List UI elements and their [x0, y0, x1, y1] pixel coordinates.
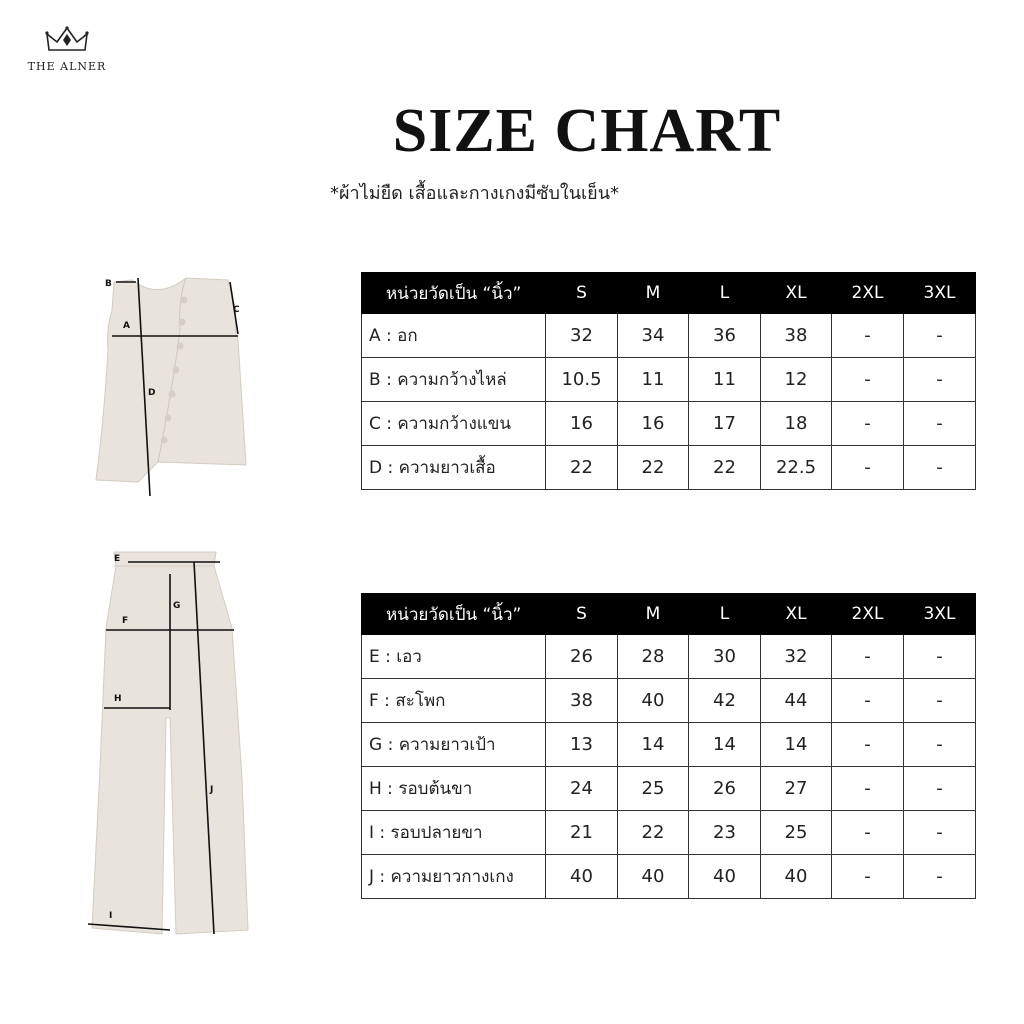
table-cell: 40 [761, 855, 832, 899]
table-cell: 14 [689, 723, 761, 767]
marker-j: J [210, 785, 214, 795]
page-title: SIZE CHART [392, 97, 782, 165]
table-cell: 32 [546, 314, 618, 358]
crown-icon [45, 26, 89, 54]
marker-c: C [233, 305, 240, 315]
marker-e: E [114, 554, 121, 564]
measurement-label: E : เอว [362, 635, 546, 679]
table-cell: 26 [546, 635, 618, 679]
table-cell: - [832, 723, 904, 767]
size-header: XL [761, 273, 832, 314]
table-cell: 34 [618, 314, 689, 358]
table-row [362, 767, 976, 811]
measurement-label: H : รอบต้นขา [362, 767, 546, 811]
pants-illustration [86, 548, 256, 940]
table-row [362, 723, 976, 767]
table-header-row [362, 273, 976, 314]
table-cell: 13 [546, 723, 618, 767]
table-cell: - [832, 811, 904, 855]
table-cell: 23 [689, 811, 761, 855]
measurement-label: C : ความกว้างแขน [362, 402, 546, 446]
table-row [362, 402, 976, 446]
brand-name: THE ALNER [27, 60, 107, 73]
table-cell: 18 [761, 402, 832, 446]
table-cell: 42 [689, 679, 761, 723]
table-cell: 11 [689, 358, 761, 402]
table-cell: - [904, 402, 976, 446]
table-cell: 14 [761, 723, 832, 767]
table-cell: - [832, 767, 904, 811]
table-cell: - [904, 723, 976, 767]
measurement-label: F : สะโพก [362, 679, 546, 723]
marker-g: G [173, 601, 181, 611]
size-header: S [546, 273, 618, 314]
table-cell: 22 [546, 446, 618, 490]
table-cell: 16 [546, 402, 618, 446]
table-cell: 32 [761, 635, 832, 679]
size-header: L [689, 594, 761, 635]
table-cell: 30 [689, 635, 761, 679]
table-cell: - [904, 811, 976, 855]
table-cell: 40 [546, 855, 618, 899]
marker-h: H [114, 694, 122, 704]
table-cell: 28 [618, 635, 689, 679]
measurement-label: A : อก [362, 314, 546, 358]
table-row [362, 314, 976, 358]
measurement-label: B : ความกว้างไหล่ [362, 358, 546, 402]
size-header: 3XL [904, 594, 976, 635]
table-row [362, 811, 976, 855]
table-cell: 44 [761, 679, 832, 723]
sleeveless-top-shape [96, 278, 246, 482]
table-cell: 26 [689, 767, 761, 811]
table-row [362, 635, 976, 679]
table-cell: 12 [761, 358, 832, 402]
unit-label: หน่วยวัดเป็น “นิ้ว” [362, 594, 546, 635]
table-cell: 10.5 [546, 358, 618, 402]
size-header: 2XL [832, 594, 904, 635]
table-row [362, 855, 976, 899]
table-cell: 38 [761, 314, 832, 358]
table-cell: 22 [689, 446, 761, 490]
marker-f: F [122, 616, 129, 626]
top-garment-illustration [88, 270, 258, 510]
table-cell: - [832, 314, 904, 358]
table-cell: 38 [546, 679, 618, 723]
marker-i: I [109, 911, 113, 921]
unit-label: หน่วยวัดเป็น “นิ้ว” [362, 273, 546, 314]
table-cell: - [904, 446, 976, 490]
table-cell: - [904, 679, 976, 723]
table-cell: 14 [618, 723, 689, 767]
pants-size-table [361, 593, 976, 899]
table-cell: 24 [546, 767, 618, 811]
table-cell: 27 [761, 767, 832, 811]
table-cell: 22 [618, 446, 689, 490]
marker-d: D [148, 388, 156, 398]
table-cell: 22 [618, 811, 689, 855]
size-header: M [618, 594, 689, 635]
table-cell: - [832, 679, 904, 723]
table-cell: 16 [618, 402, 689, 446]
table-cell: - [832, 358, 904, 402]
table-cell: - [904, 358, 976, 402]
measurement-label: D : ความยาวเสื้อ [362, 446, 546, 490]
table-cell: 21 [546, 811, 618, 855]
table-cell: 22.5 [761, 446, 832, 490]
measurement-label: J : ความยาวกางเกง [362, 855, 546, 899]
size-header: XL [761, 594, 832, 635]
table-cell: 11 [618, 358, 689, 402]
table-cell: 40 [618, 855, 689, 899]
table-cell: 40 [689, 855, 761, 899]
size-header: 2XL [832, 273, 904, 314]
size-header: M [618, 273, 689, 314]
table-cell: - [832, 402, 904, 446]
table-cell: 17 [689, 402, 761, 446]
measurement-label: I : รอบปลายขา [362, 811, 546, 855]
table-cell: - [832, 635, 904, 679]
table-cell: - [904, 855, 976, 899]
table-cell: - [904, 635, 976, 679]
table-row [362, 679, 976, 723]
top-size-table [361, 272, 976, 490]
measurement-label: G : ความยาวเป้า [362, 723, 546, 767]
table-cell: 25 [761, 811, 832, 855]
marker-b: B [105, 279, 112, 289]
size-header: 3XL [904, 273, 976, 314]
marker-a: A [123, 321, 130, 331]
table-cell: - [904, 314, 976, 358]
table-cell: 36 [689, 314, 761, 358]
table-cell: - [832, 446, 904, 490]
table-cell: - [904, 767, 976, 811]
table-header-row [362, 594, 976, 635]
table-row [362, 358, 976, 402]
size-header: L [689, 273, 761, 314]
table-cell: 40 [618, 679, 689, 723]
table-row [362, 446, 976, 490]
brand-logo [22, 26, 112, 73]
table-cell: - [832, 855, 904, 899]
fabric-note: *ผ้าไม่ยืด เสื้อและกางเกงมีซับในเย็น* [330, 183, 620, 204]
table-cell: 25 [618, 767, 689, 811]
size-header: S [546, 594, 618, 635]
